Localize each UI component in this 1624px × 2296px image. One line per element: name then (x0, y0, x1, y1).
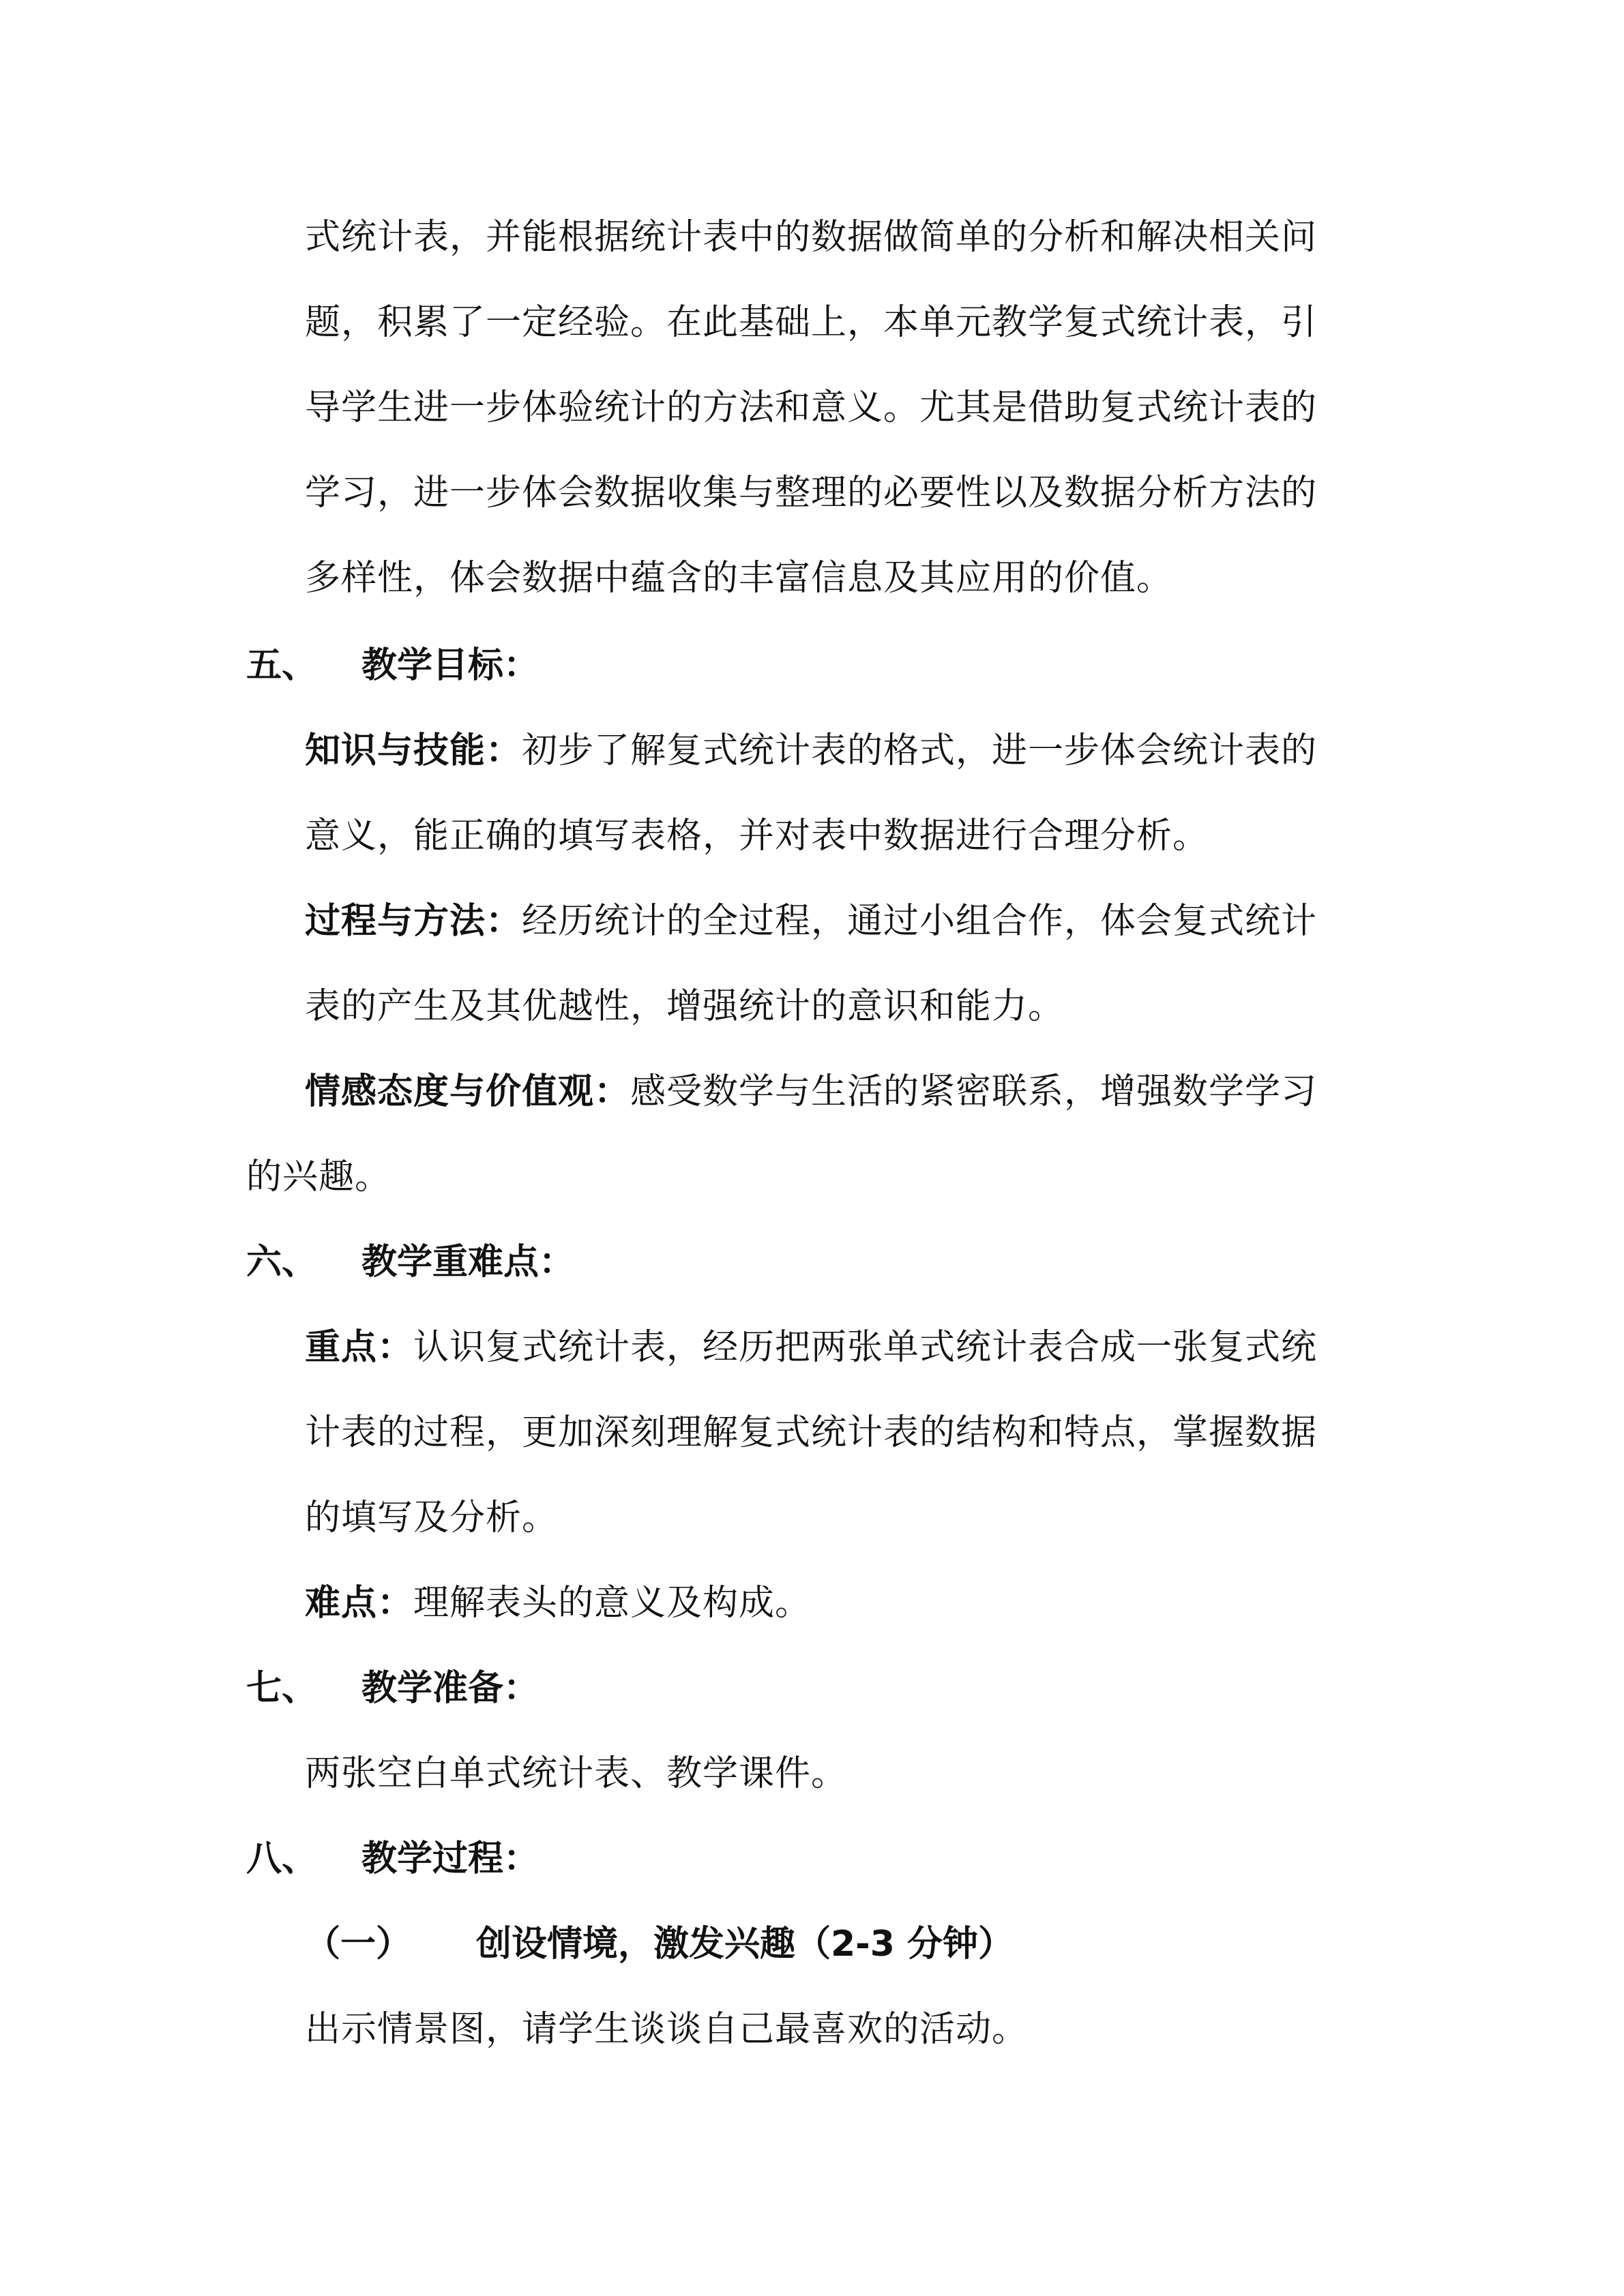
section-number: 七、 (246, 1667, 318, 1709)
section-number: 八、 (246, 1838, 318, 1879)
paragraph-line: 题，积累了一定经验。在此基础上，本单元教学复式统计表，引 (305, 302, 1318, 343)
paragraph-line (305, 1324, 1317, 1371)
paragraph-line: 计表的过程，更加深刻理解复式统计表的结构和特点，掌握数据 (305, 1412, 1318, 1453)
paragraph-line (305, 1579, 811, 1627)
paragraph-line: 两张空白单式统计表、教学课件。 (305, 1753, 848, 1794)
emotion-label: 情感态度与价值观： (305, 1071, 631, 1112)
section-title: 教学过程： (361, 1838, 540, 1879)
paragraph-line: 的兴趣。 (246, 1157, 392, 1197)
section-number: 五、 (246, 644, 318, 686)
subsection-title: 创设情境，激发兴趣（2-3 分钟） (476, 1924, 1014, 1965)
key-point-text: 认识复式统计表，经历把两张单式统计表合成一张复式统 (413, 1327, 1318, 1368)
paragraph-line (305, 727, 1317, 775)
paragraph-line: 多样性，体会数据中蕴含的丰富信息及其应用的价值。 (305, 558, 1173, 599)
process-text: 经历统计的全过程，通过小组合作，体会复式统计 (522, 901, 1318, 942)
paragraph-line (305, 897, 1317, 945)
difficult-point-label: 难点： (305, 1583, 414, 1624)
section-title: 教学重难点： (361, 1242, 575, 1283)
section-title: 教学准备： (361, 1668, 540, 1709)
paragraph-line: 意义，能正确的填写表格，并对表中数据进行合理分析。 (305, 816, 1209, 856)
emotion-text: 感受数学与生活的紧密联系，增强数学学习 (630, 1071, 1318, 1112)
knowledge-text: 初步了解复式统计表的格式，进一步体会统计表的 (522, 730, 1318, 771)
paragraph-line: 式统计表，并能根据统计表中的数据做简单的分析和解决相关问 (305, 217, 1318, 258)
paragraph-line (305, 1068, 1317, 1116)
process-label: 过程与方法： (305, 901, 522, 942)
knowledge-label: 知识与技能： (305, 730, 522, 771)
section-title: 教学目标： (361, 645, 540, 686)
paragraph-line: 学习，进一步体会数据收集与整理的必要性以及数据分析方法的 (305, 473, 1318, 513)
key-point-label: 重点： (305, 1327, 414, 1368)
paragraph-line: 出示情景图，请学生谈谈自己最喜欢的活动。 (305, 2009, 1029, 2050)
subsection-number: （一） (305, 1923, 412, 1965)
paragraph-line: 的填写及分析。 (305, 1497, 559, 1538)
difficult-point-text: 理解表头的意义及构成。 (413, 1583, 812, 1624)
section-number: 六、 (246, 1241, 318, 1283)
paragraph-line: 导学生进一步体验统计的方法和意义。尤其是借助复式统计表的 (305, 387, 1318, 428)
paragraph-line: 表的产生及其优越性，增强统计的意识和能力。 (305, 986, 1065, 1027)
